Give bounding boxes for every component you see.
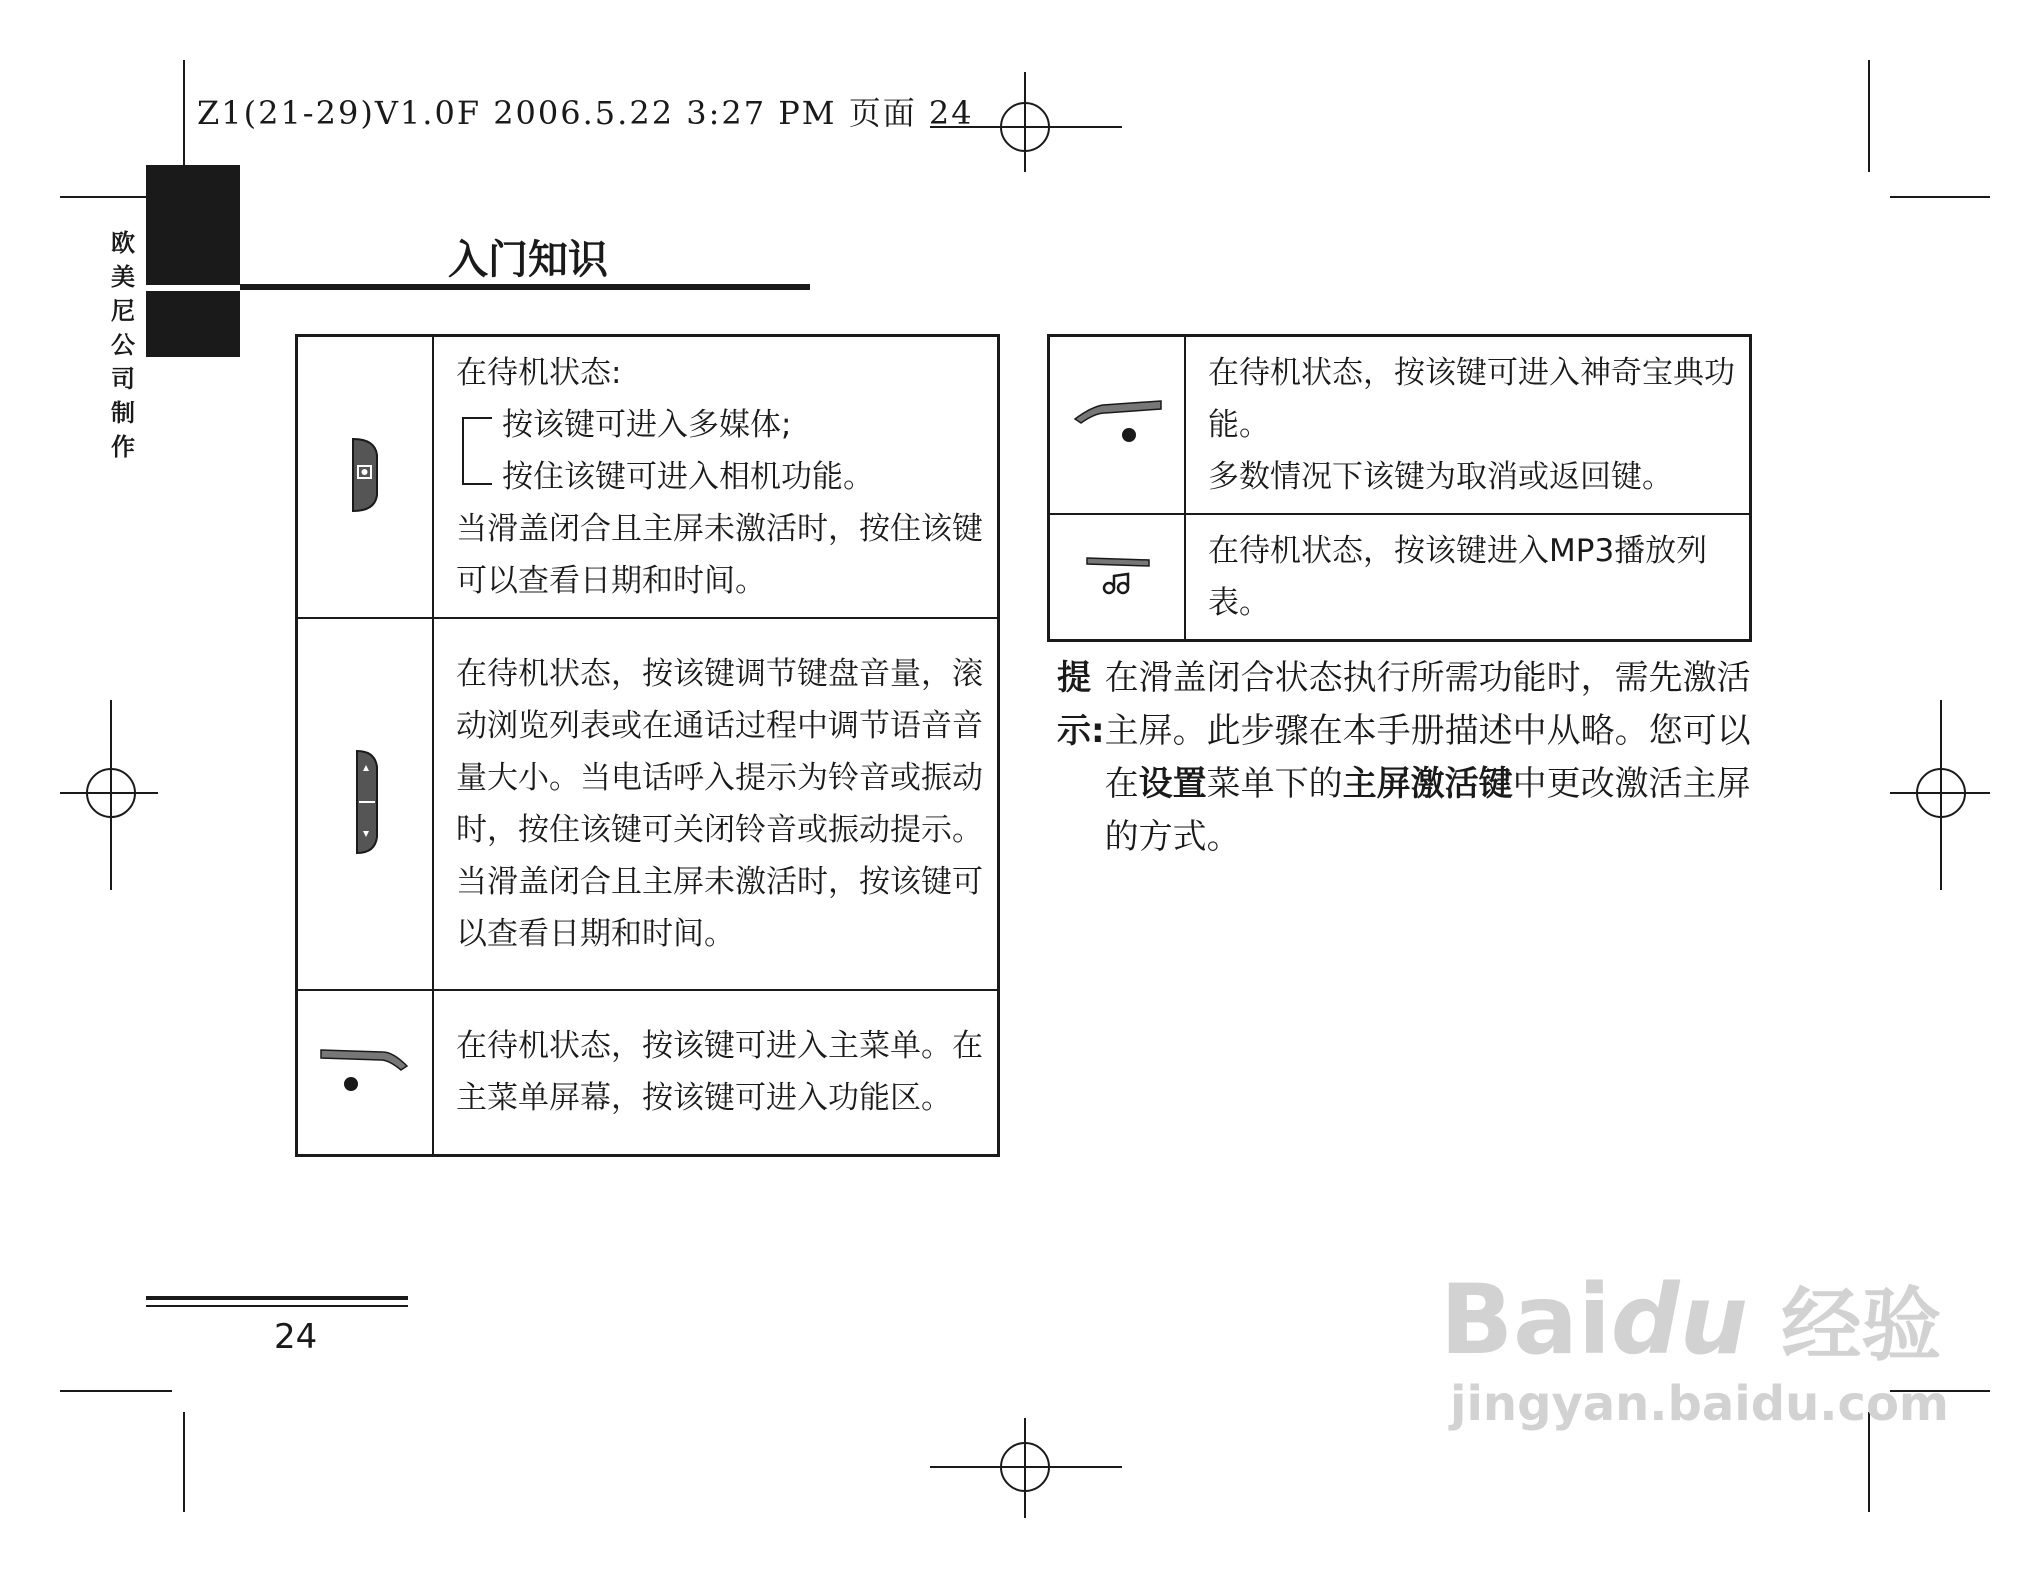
side-tab — [146, 165, 240, 357]
crop-mark — [183, 60, 185, 172]
table-row — [1049, 336, 1751, 515]
volume-key-icon — [349, 842, 381, 861]
registration-mark — [1024, 72, 1026, 172]
hint-text: 在滑盖闭合状态执行所需功能时，需先激活主屏。此步骤在本手册描述中从略。您可以在设置菜单下的主屏激活键中更改激活主屏的方式。 — [1104, 658, 1751, 857]
bracket-line: 按住该键可进入相机功能。 — [502, 459, 874, 495]
key-description — [433, 336, 999, 619]
section-title: 入门知识 — [448, 237, 608, 283]
camera-key-icon — [345, 500, 385, 519]
key-table-left — [295, 334, 1000, 1157]
crop-mark — [1868, 60, 1870, 172]
title-rule — [240, 284, 810, 290]
music-key-icon — [1077, 585, 1157, 604]
footer-rule — [146, 1305, 408, 1307]
watermark-brand-cn: 经验 — [1781, 1279, 1942, 1372]
side-tab-divider — [146, 285, 240, 291]
registration-mark — [60, 792, 158, 794]
hint-bold: 设置 — [1138, 764, 1207, 804]
table-row — [1049, 514, 1751, 641]
description-text: 多数情况下该键为取消或返回键。 — [1208, 459, 1673, 495]
icon-cell — [297, 990, 434, 1155]
table-row — [297, 618, 999, 990]
key-description — [1185, 336, 1751, 515]
key-description: 在待机状态，按该键调节键盘音量，滚动浏览列表或在通话过程中调节语音音量大小。当电话呼入提示为铃音或振动时，按住该键可关闭铃音或振动提示。当滑盖闭合且主屏未激活时，按该键可以查看日期和时间。 — [433, 618, 999, 990]
icon-cell — [297, 336, 434, 619]
page-number: 24 — [274, 1317, 318, 1357]
crop-mark — [1890, 196, 1990, 198]
hint-bold: 主屏激活键 — [1342, 764, 1513, 804]
table-row — [297, 336, 999, 619]
print-header: Z1(21-29)V1.0F 2006.5.22 3:27 PM 页面 24 — [197, 94, 974, 132]
registration-mark — [1024, 1418, 1026, 1518]
right-soft-key-icon — [1067, 438, 1167, 457]
watermark-url: jingyan.baidu.com — [1450, 1376, 1949, 1432]
watermark-brand: Bai — [1440, 1264, 1611, 1376]
left-soft-key-icon — [315, 1085, 415, 1104]
key-table-right — [1047, 334, 1752, 642]
description-text: 在待机状态，按该键可进入神奇宝典功能。 — [1208, 355, 1735, 443]
description-bracket — [456, 399, 985, 503]
footer-rule — [146, 1296, 408, 1300]
icon-cell — [1049, 336, 1186, 515]
icon-cell — [1049, 514, 1186, 641]
registration-mark — [930, 1466, 1122, 1468]
crop-mark — [183, 1412, 185, 1512]
description-text: 当滑盖闭合且主屏未激活时，按住该键可以查看日期和时间。 — [456, 511, 983, 599]
table-row — [297, 990, 999, 1155]
vertical-company-label: 欧 美 尼 公 司 制 作 — [111, 229, 135, 461]
description-intro: 在待机状态: — [456, 355, 622, 391]
watermark-brand-bold: du — [1610, 1264, 1748, 1376]
crop-mark — [60, 1390, 172, 1392]
bracket-line: 按该键可进入多媒体; — [502, 407, 792, 443]
key-description: 在待机状态，按该键进入MP3播放列表。 — [1185, 514, 1751, 641]
registration-mark — [110, 700, 112, 890]
watermark — [1440, 1264, 1949, 1432]
hint-label: 提示: — [1057, 658, 1105, 751]
registration-mark — [1940, 700, 1942, 890]
hint-block — [1057, 652, 1757, 864]
key-description: 在待机状态，按该键可进入主菜单。在主菜单屏幕，按该键可进入功能区。 — [433, 990, 999, 1155]
icon-cell — [297, 618, 434, 990]
